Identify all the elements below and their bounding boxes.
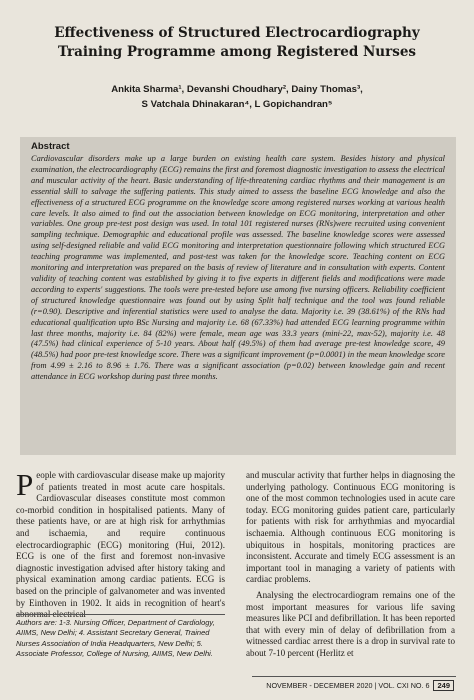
right-column: [246, 470, 455, 664]
footer-rule: [252, 676, 456, 677]
body-paragraph-1: and muscular activity that further helps in diagnosing the underlying pathology. Continuous ECG monitoring is one of the most common technologies used in acute care today. ECG monitoring guides patient care, particularly for patients with risk for arrhythmias and myocardial ischaemia. Although continuous ECG monitoring is ubiquitous in hospitals, monitoring practices are inconsistent. Accurate and timely ECG assessment is an important tool in managing a variety of patients with cardiac problems.: [246, 470, 455, 585]
author-list: [40, 82, 434, 112]
abstract-box: [20, 137, 456, 455]
intro-text: eople with cardiovascular disease make up majority of patients treated in most acute care hospitals. Cardiovascular diseases constitute most common co-morbid condition in hospitalised patients. Many of these patients have, or are at high risk for arrhythmias and ischaemia, and require continuous electrocardiographic (ECG) monitoring (Hui, 2012). ECG is one of the first and foremost non-invasive diagnostic investigation advised after history taking and physical examination among cardiac patients. ECG is based on the principle of galvanometer and was invented by Einthoven in 1902. It aids in recognition of heart's abnormal electrical: [16, 470, 225, 620]
page-number: 249: [433, 680, 454, 691]
intro-paragraph: [16, 467, 225, 621]
issue-info: NOVEMBER - DECEMBER 2020 | VOL. CXI NO. 6: [266, 680, 430, 690]
abstract-text: Cardiovascular disorders make up a large burden on existing health care system. Besides history and physical examination, the electrocardiography (ECG) remains the first and foremost diagnostic investigation to assess the electrical and muscular activity of the heart. Basic understanding of life-threatening cardiac rhythms and their management is an essential skill to salvage the suffering patients. This study aimed to assess the baseline ECG knowledge and also the effectiveness of a structured ECG programme on the knowledge score among registered nurses working at various health care levels. It also aimed to find out the association between knowledge on ECG monitoring, interpretation and other variables. One group pre-test post design was used. In total 101 registered nurses (RNs)were recruited using convenient sampling technique. Demographic and educational profile was assessed. The baseline knowledge scores were assessed using self-designed reliable and valid ECG monitoring and interpretation questionnaire following which structured ECG teaching programme was implemented, and post-test was taken for the knowledge score. Teaching content on ECG monitoring and interpretation was prepared on the basis of review of literature and in consultation with experts. Content validity of teaching content was established by giving it to five experts in different fields and modifications were made according to experts' suggestions. The tools were pre-tested before use among five nursing officers. Reliability coefficient of structured knowledge questionnaire was found out by using Split half technique and the tool was found reliable (r=0.90). Descriptive and inferential statistics were used to analyse the data. Majority i.e. 39 (38.61%) of the RNs had educational qualification upto BSc Nursing and majority i.e. 68 (67.33%) had attended ECG learning programme within last three months, majority i.e. 84 (82%) were female, mean age was 33.3 years (mini-22, max-52), majority i.e. 48 (47.5%) had clinical experience of 5-10 years. About half (49.5%) of them had average pre-test knowledge score, 49 (48.5%) had poor pre-test knowledge score. There was a significant improvement (p=0.0001) in the mean knowledge score from 4.99 ± 2.16 to 8.96 ± 1.76. There was a significant association (p=0.02) between knowledge gain and recent attendance in ECG workshop during past three months.: [31, 154, 445, 382]
page-footer: [262, 679, 454, 691]
abstract-heading: Abstract: [31, 141, 70, 152]
left-column: [16, 467, 225, 625]
author-line-1: Ankita Sharma¹, Devanshi Choudhary², Dainy Thomas³,: [111, 84, 363, 95]
author-line-2: S Vatchala Dhinakaran⁴, L Gopichandran⁵: [141, 99, 333, 110]
drop-cap: P: [16, 467, 34, 502]
body-paragraph-2: Analysing the electrocardiogram remains one of the most important measures for various life saving measures like PCI and defibrillation. It has been reported that with every min of delay of defibrillation from a witnessed cardiac arrest there is a drop in survival rate to about 7-10 percent (Herlitz et: [246, 589, 455, 658]
author-affiliations-footnote: Authors are: 1-3. Nursing Officer, Department of Cardiology, AIIMS, New Delhi; 4. Assistant Secretary General, Trained Nurses Association of India Headquarters, New Delhi; 5. Associate Professor, College of Nursing, AIIMS, New Delhi.: [16, 614, 225, 660]
article-title: Effectiveness of Structured Electrocardiography Training Programme among Registered Nurses: [54, 25, 420, 60]
